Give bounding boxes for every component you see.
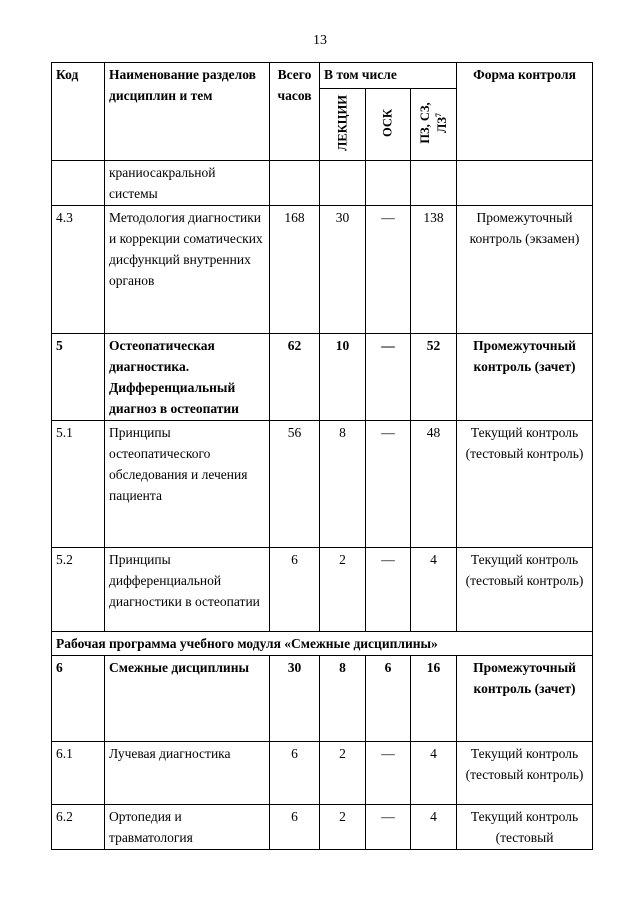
table-row [52,742,593,805]
row-lectures: 10 [320,334,366,421]
row-code: 4.3 [52,206,105,334]
header-code: Код [52,63,105,161]
row-control [457,161,593,206]
row-code: 5.2 [52,548,105,632]
header-osk-cell [366,89,411,161]
header-pz-cell [411,89,457,161]
row-total: 62 [270,334,320,421]
row-code: 6 [52,656,105,742]
row-code [52,161,105,206]
row-osk: — [366,742,411,805]
header-total-line2: часов [277,88,312,103]
table-row [52,805,593,850]
row-osk: — [366,421,411,548]
module-row [52,632,593,656]
row-control: Промежуточный контроль (зачет) [457,334,593,421]
row-pz: 48 [411,421,457,548]
row-total: 30 [270,656,320,742]
row-lectures: 8 [320,656,366,742]
row-name: Методология диагностики и коррекции соматических дисфункций внутренних органов [105,206,270,334]
row-lectures: 2 [320,742,366,805]
row-control: Промежуточный контроль (зачет) [457,656,593,742]
row-control: Текущий контроль (тестовый контроль) [457,742,593,805]
row-osk: — [366,805,411,850]
row-pz: 52 [411,334,457,421]
header-lectures-cell [320,89,366,161]
row-control: Текущий контроль (тестовый контроль) [457,421,593,548]
table-header-row [52,63,593,89]
row-control: Промежуточный контроль (экзамен) [457,206,593,334]
curriculum-table [51,62,593,850]
row-lectures: 2 [320,548,366,632]
header-osk: ОСК [380,109,395,137]
row-osk [366,161,411,206]
row-code: 5.1 [52,421,105,548]
row-code: 6.1 [52,742,105,805]
row-osk: 6 [366,656,411,742]
row-lectures: 30 [320,206,366,334]
row-lectures: 8 [320,421,366,548]
row-pz: 4 [411,742,457,805]
row-pz [411,161,457,206]
row-control: Текущий контроль (тестовый контроль) [457,548,593,632]
table-row [52,161,593,206]
row-name: Смежные дисциплины [105,656,270,742]
row-name: Лучевая диагностика [105,742,270,805]
row-osk: — [366,206,411,334]
row-total: 6 [270,805,320,850]
header-total-line1: Всего [277,67,312,82]
header-including: В том числе [320,63,457,89]
row-code: 6.2 [52,805,105,850]
row-pz: 16 [411,656,457,742]
header-form: Форма контроля [457,63,593,161]
module-title: Рабочая программа учебного модуля «Смежные дисциплины» [52,632,593,656]
row-control: Текущий контроль (тестовый [457,805,593,850]
row-total [270,161,320,206]
row-lectures: 2 [320,805,366,850]
row-osk: — [366,548,411,632]
row-name: Принципы дифференциальной диагностики в остеопатии [105,548,270,632]
row-total: 168 [270,206,320,334]
row-name: Остеопатическая диагностика. Дифференциальный диагноз в остеопатии [105,334,270,421]
row-code: 5 [52,334,105,421]
header-name: Наименование разделов дисциплин и тем [105,63,270,161]
header-total [270,63,320,161]
row-total: 56 [270,421,320,548]
page-number: 13 [313,33,327,48]
table-row [52,548,593,632]
table-row [52,421,593,548]
row-osk: — [366,334,411,421]
row-pz: 4 [411,805,457,850]
table-row [52,656,593,742]
header-lectures: ЛЕКЦИИ [335,95,349,151]
table-row [52,334,593,421]
table-row [52,206,593,334]
row-lectures [320,161,366,206]
row-name: краниосакральной системы [105,161,270,206]
row-total: 6 [270,742,320,805]
row-name: Ортопедия и травматология [105,805,270,850]
row-total: 6 [270,548,320,632]
row-pz: 138 [411,206,457,334]
row-pz: 4 [411,548,457,632]
row-name: Принципы остеопатического обследования и лечения пациента [105,421,270,548]
header-pz: ПЗ, СЗ, $ЛЗ^7$ [417,102,449,144]
